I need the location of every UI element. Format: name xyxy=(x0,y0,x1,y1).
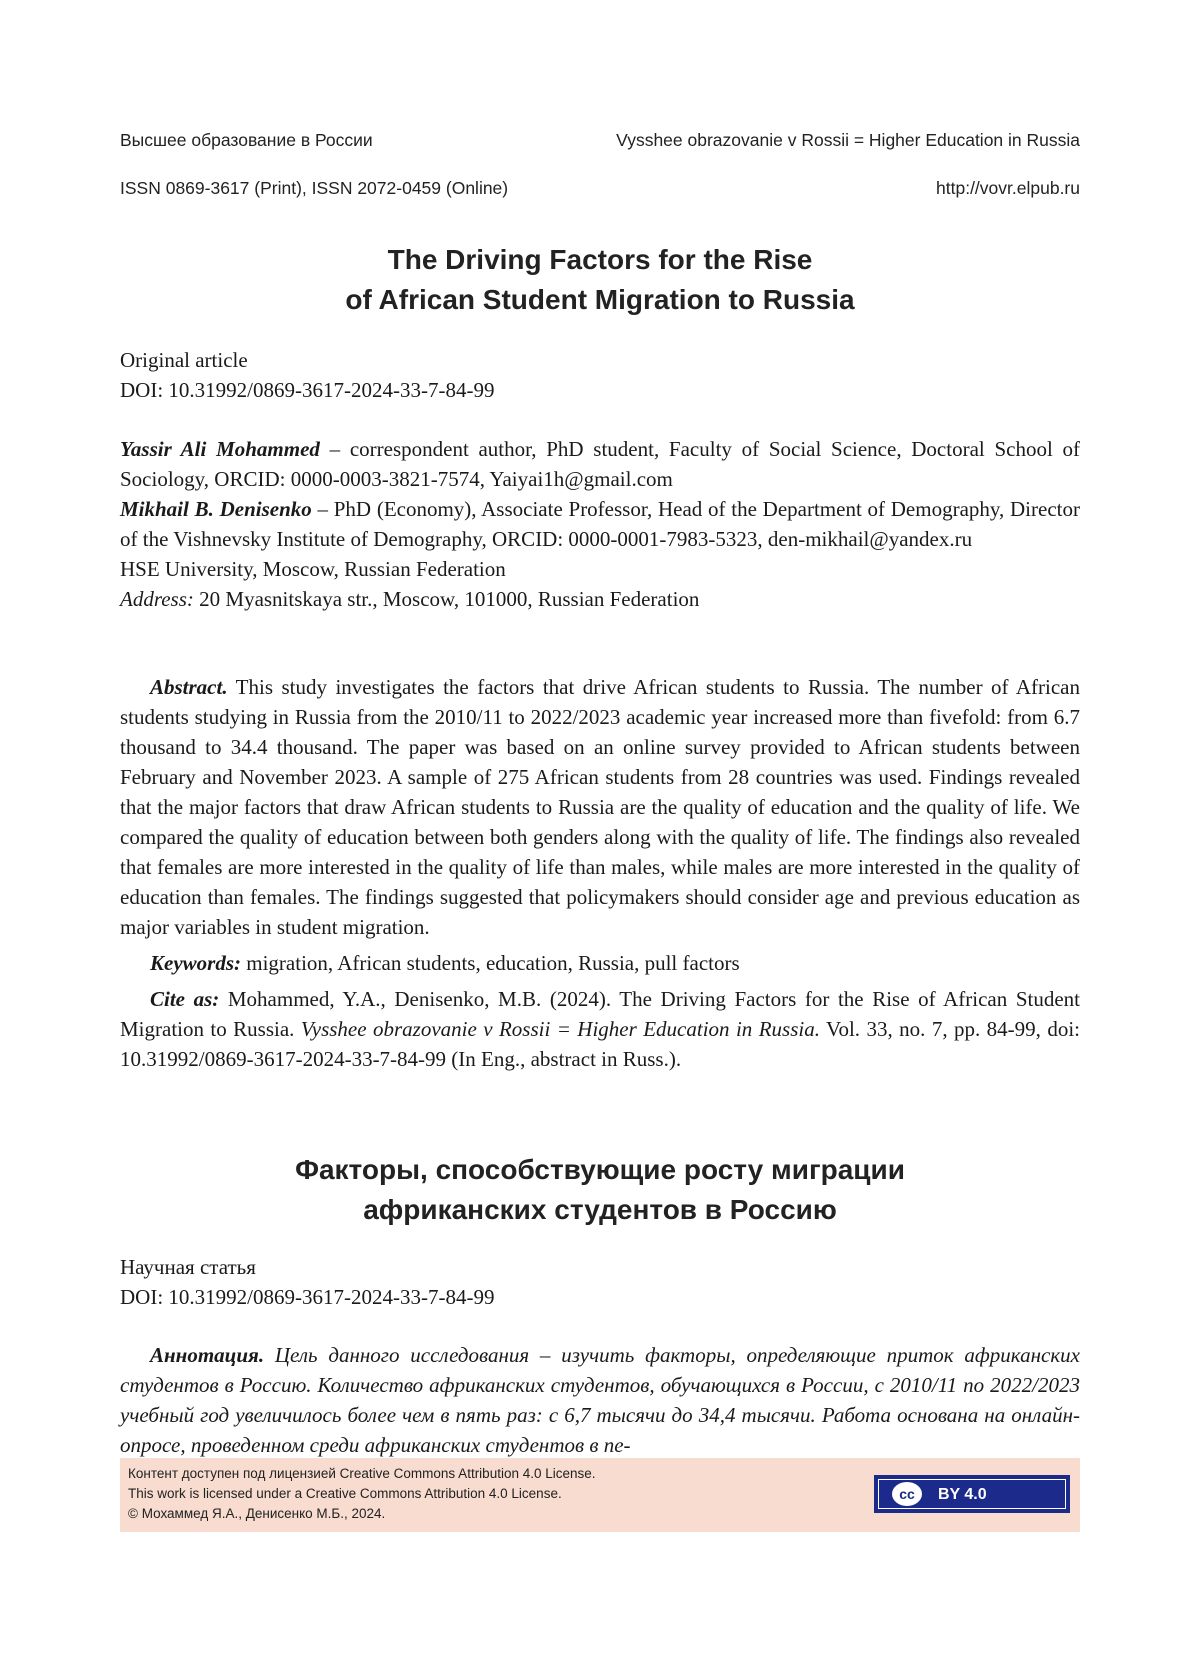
keywords-label: Keywords: xyxy=(150,951,241,975)
doi-ru[interactable]: DOI: 10.31992/0869-3617-2024-33-7-84-99 xyxy=(120,1285,495,1309)
creative-commons-icon: cc xyxy=(890,1480,924,1508)
journal-title-ru: Высшее образование в России xyxy=(120,130,373,150)
cc-by-badge[interactable] xyxy=(874,1475,1070,1513)
article-type-ru: Научная статья xyxy=(120,1255,256,1279)
author-details: – correspondent author, PhD student, Faculty of Social Science, Doctoral School of Sociology, ORCID: 0000-0003-3821-7574, Yaiyai1h@gmail.com xyxy=(120,437,1080,491)
license-box xyxy=(120,1458,1080,1532)
citation xyxy=(120,984,1080,1074)
address-value: 20 Myasnitskaya str., Moscow, 101000, Russian Federation xyxy=(193,587,700,611)
title-en-line-1: The Driving Factors for the Rise xyxy=(387,244,813,275)
authors-block xyxy=(120,434,1080,614)
abstract xyxy=(120,672,1080,942)
title-en-line-2: of African Student Migration to Russia xyxy=(345,284,855,315)
author-entry xyxy=(120,494,1080,554)
issn-header xyxy=(120,178,1080,199)
journal-url[interactable]: http://vovr.elpub.ru xyxy=(936,178,1080,198)
address xyxy=(120,584,1080,614)
article-title-en xyxy=(120,240,1080,320)
author-entry xyxy=(120,434,1080,494)
running-header xyxy=(120,130,1080,151)
license-line-en: This work is licensed under a Creative Commons Attribution 4.0 License. xyxy=(128,1486,562,1501)
cite-text-after: Vol. 33, no. 7, pp. 84-99, doi: 10.31992/0869-3617-2024-33-7-84-99 (In Eng., abstract in Russ.). xyxy=(120,1017,1080,1071)
abstract-label: Abstract. xyxy=(150,675,228,699)
journal-title-en: Vysshee obrazovanie v Rossii = Higher Education in Russia xyxy=(616,130,1080,150)
title-ru-line-2: африканских студентов в Россию xyxy=(363,1194,837,1225)
affiliation: HSE University, Moscow, Russian Federation xyxy=(120,557,506,581)
abstract-ru-label: Аннотация. xyxy=(150,1343,265,1367)
abstract-ru-text: Цель данного исследования – изучить факторы, определяющие приток африканских студентов в Россию. Количество африканских студентов, обучающихся в России, с 2010/11 по 2022/2023 учебный год увеличилось более чем в пять раз: с 6,7 тысячи до 34,4 тысячи. Работа основана на онлайн-опросе, проведенном среди африканских студентов в пе- xyxy=(120,1343,1080,1457)
article-meta-en xyxy=(120,345,1080,405)
author-details: – PhD (Economy), Associate Professor, Head of the Department of Demography, Director of the Vishnevsky Institute of Demography, ORCID: 0000-0001-7983-5323, den-mikhail@yandex.ru xyxy=(120,497,1080,551)
keywords-text: migration, African students, education, Russia, pull factors xyxy=(241,951,740,975)
copyright-line: © Мохаммед Я.А., Денисенко М.Б., 2024. xyxy=(128,1506,386,1521)
keywords xyxy=(120,948,1080,978)
abstract-ru-section xyxy=(120,1340,1080,1460)
abstract-text: This study investigates the factors that drive African students to Russia. The number of African students studying in Russia from the 2010/11 to 2022/2023 academic year increased more than fivefold: from 6.7 thousand to 34.4 thousand. The paper was based on an online survey provided to African students between February and November 2023. A sample of 275 African students from 28 countries was used. Findings revealed that the major factors that draw African students to Russia are the quality of education and the quality of life. We compared the quality of education between both genders along with the quality of life. The findings also revealed that females are more interested in the quality of life than males, while males are more interested in the quality of education than females. The findings suggested that policymakers should consider age and previous education as major variables in student migration. xyxy=(120,675,1080,939)
abstract-section xyxy=(120,672,1080,1080)
article-meta-ru xyxy=(120,1252,1080,1312)
cite-journal: Vysshee obrazovanie v Rossii = Higher Education in Russia. xyxy=(300,1017,820,1041)
doi-en[interactable]: DOI: 10.31992/0869-3617-2024-33-7-84-99 xyxy=(120,378,495,402)
address-label: Address: xyxy=(120,587,194,611)
author-name: Mikhail B. Denisenko xyxy=(120,497,312,521)
cite-text-before: Mohammed, Y.A., Denisenko, M.B. (2024). The Driving Factors for the Rise of African Student Migration to Russia. xyxy=(120,987,1080,1041)
author-name: Yassir Ali Mohammed xyxy=(120,437,320,461)
abstract-ru xyxy=(120,1340,1080,1460)
cc-badge-label: BY 4.0 xyxy=(938,1486,987,1503)
article-title-ru xyxy=(120,1150,1080,1230)
article-type-en: Original article xyxy=(120,348,248,372)
title-ru-line-1: Факторы, способствующие росту миграции xyxy=(295,1154,905,1185)
issn: ISSN 0869-3617 (Print), ISSN 2072-0459 (Online) xyxy=(120,178,509,198)
license-line-ru: Контент доступен под лицензией Creative Commons Attribution 4.0 License. xyxy=(128,1466,596,1481)
cite-label: Cite as: xyxy=(150,987,220,1011)
